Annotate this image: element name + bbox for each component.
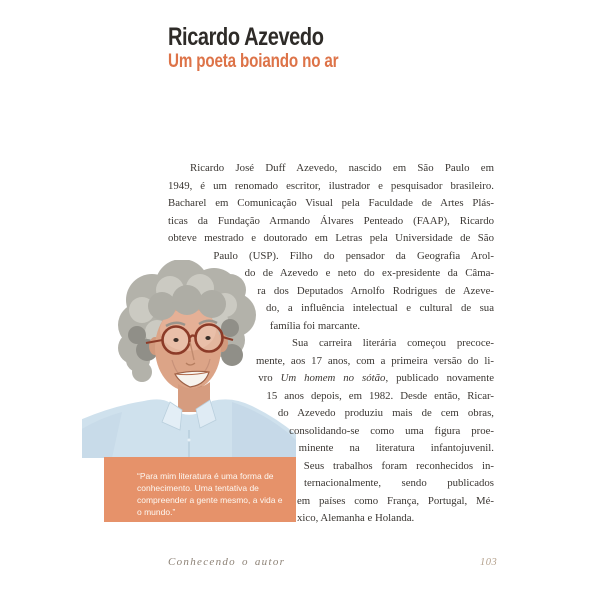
page-number: 103 (480, 557, 498, 568)
author-quote: “Para mim literatura é uma forma de conhecimento. Uma tentativa de compreender a gente mesmo, a vida e o mundo.” (137, 471, 283, 517)
text-line: Sua carreira literária começou precoce- (292, 337, 494, 349)
photo-quote-overlay (104, 457, 296, 522)
text-line: Bacharel em Comunicação Visual pela Faculdade de Artes Plás- (168, 197, 494, 209)
text-line: do, a influência intelectual e cultural de sua (265, 302, 494, 314)
running-footer-label: Conhecendo o autor (168, 556, 286, 568)
text-line: ra dos Deputados Arnolfo Rodrigues de Azeve- (257, 284, 494, 297)
page-subtitle: Um poeta boiando no ar (168, 51, 339, 72)
text-line: família foi marcante. (269, 319, 361, 332)
text-line: Ricardo José Duff Azevedo, nascido em São Paulo em (190, 162, 494, 174)
text-line: 1949, é um renomado escritor, ilustrador e pesquisador brasileiro. (168, 179, 494, 192)
text-line: 15 anos depois, em 1982. Desde então, Ricar- (266, 389, 494, 402)
text-line: consolidando-se como uma figura proe- (289, 424, 494, 437)
text-line: obteve mestrado e doutorado em Letras pela Universidade de São (168, 232, 494, 244)
text-line: mente, aos 17 anos, com a primeira versão do li- (256, 354, 494, 367)
page-title: Ricardo Azevedo (168, 23, 324, 51)
text-line: em países como França, Portugal, Mé- (297, 494, 494, 507)
chapter-heading (168, 24, 381, 72)
text-line: vro Um homem no sótão, publicado novamente (258, 372, 495, 384)
text-line: ticas da Fundação Armando Álvares Penteado (FAAP), Ricardo (168, 214, 494, 227)
text-line: do de Azevedo e neto do ex-presidente da Câma- (244, 267, 494, 279)
text-line: do Azevedo produziu mais de cem obras, (277, 407, 494, 419)
text-line: xico, Alemanha e Holanda. (297, 512, 415, 524)
text-line: minente na literatura infantojuvenil. (298, 442, 494, 454)
text-line: Seus trabalhos foram reconhecidos in- (303, 459, 494, 472)
text-line: Paulo (USP). Filho do pensador da Geografia Arol- (213, 249, 494, 262)
text-line: ternacionalmente, sendo publicados (304, 477, 494, 489)
